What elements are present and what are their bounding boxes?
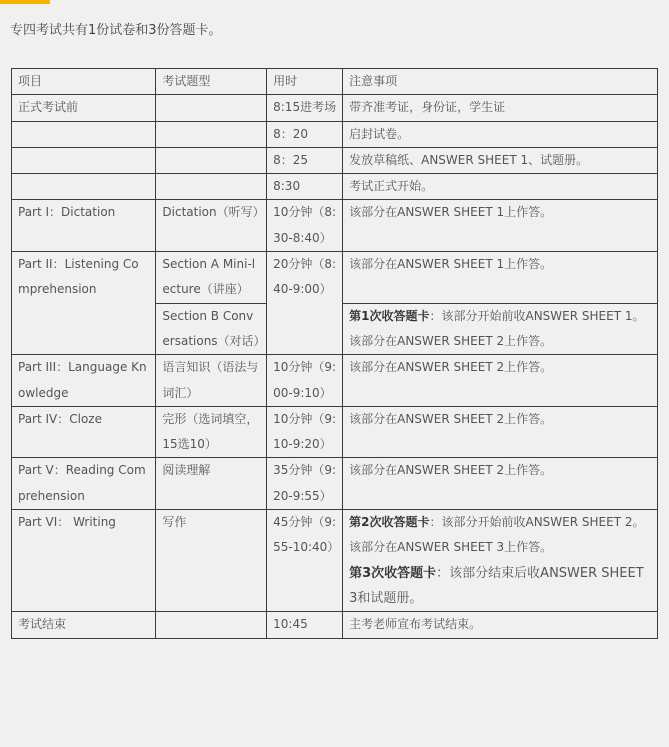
- cell-note: 发放草稿纸、ANSWER SHEET 1、试题册。: [343, 147, 658, 173]
- cell-type: [156, 147, 267, 173]
- cell-time: 35分钟（9:20-9:55）: [267, 458, 343, 510]
- note-line: 该部分在ANSWER SHEET 2上作答。: [349, 333, 553, 348]
- cell-time: 8：25: [267, 147, 343, 173]
- cell-item: [12, 147, 156, 173]
- cell-type: [156, 174, 267, 200]
- cell-note: 该部分在ANSWER SHEET 1上作答。: [343, 200, 658, 252]
- note-line: 该部分在ANSWER SHEET 3上作答。: [349, 540, 553, 555]
- table-row: [12, 121, 658, 147]
- accent-bar: [0, 0, 50, 4]
- note-strong: 第2次收答题卡: [349, 515, 430, 530]
- cell-item: Part II：Listening Comprehension: [12, 252, 156, 355]
- note-strong: 第1次收答题卡: [349, 308, 430, 323]
- cell-time: 10分钟（9:00-9:10）: [267, 355, 343, 407]
- cell-note: 带齐准考证，身份证，学生证: [343, 95, 658, 121]
- header-notes: 注意事项: [343, 69, 658, 95]
- cell-type: Section B Conversations（对话）: [156, 303, 267, 355]
- note-rest: ：该部分结束后收ANSWER SHEET 3和试题册。: [349, 565, 644, 606]
- table-row: [12, 174, 658, 200]
- cell-note: [343, 303, 658, 355]
- note-strong: 第3次收答题卡: [349, 565, 437, 581]
- table-row: [12, 252, 658, 304]
- table-row: [12, 147, 658, 173]
- cell-time: 20分钟（8:40-9:00）: [267, 252, 343, 355]
- note-line: [349, 510, 651, 535]
- note-line: [349, 561, 651, 612]
- cell-type: [156, 121, 267, 147]
- table-row: [12, 200, 658, 252]
- cell-note: [343, 510, 658, 612]
- cell-time: 10分钟（9:10-9:20）: [267, 406, 343, 458]
- cell-type: Dictation（听写）: [156, 200, 267, 252]
- cell-type: Section A Mini-lecture（讲座）: [156, 252, 267, 304]
- cell-note: 该部分在ANSWER SHEET 2上作答。: [343, 355, 658, 407]
- header-time: 用时: [267, 69, 343, 95]
- cell-item: [12, 174, 156, 200]
- cell-item: Part V：Reading Comprehension: [12, 458, 156, 510]
- cell-note: 启封试卷。: [343, 121, 658, 147]
- table-row: [12, 355, 658, 407]
- cell-item: Part VI： Writing: [12, 510, 156, 612]
- cell-time: 8:15进考场: [267, 95, 343, 121]
- table-header-row: [12, 69, 658, 95]
- cell-item: 正式考试前: [12, 95, 156, 121]
- cell-type: 完形（选词填空，15选10）: [156, 406, 267, 458]
- header-type: 考试题型: [156, 69, 267, 95]
- cell-type: 写作: [156, 510, 267, 612]
- cell-item: [12, 121, 156, 147]
- cell-type: [156, 612, 267, 638]
- cell-time: 8:30: [267, 174, 343, 200]
- table-row: [12, 510, 658, 612]
- cell-item: Part IV：Cloze: [12, 406, 156, 458]
- exam-schedule-table: [11, 68, 658, 639]
- cell-note: 该部分在ANSWER SHEET 1上作答。: [343, 252, 658, 304]
- cell-time: 10分钟（8:30-8:40）: [267, 200, 343, 252]
- cell-note: 该部分在ANSWER SHEET 2上作答。: [343, 406, 658, 458]
- table-row: [12, 95, 658, 121]
- cell-note: 该部分在ANSWER SHEET 2上作答。: [343, 458, 658, 510]
- header-item: 项目: [12, 69, 156, 95]
- cell-type: 阅读理解: [156, 458, 267, 510]
- cell-type: [156, 95, 267, 121]
- note-rest: ：该部分开始前收ANSWER SHEET 1。: [429, 308, 645, 323]
- cell-item: Part I：Dictation: [12, 200, 156, 252]
- cell-item: Part III：Language Knowledge: [12, 355, 156, 407]
- note-rest: ：该部分开始前收ANSWER SHEET 2。: [429, 515, 645, 530]
- table-row: [12, 612, 658, 638]
- cell-note: 考试正式开始。: [343, 174, 658, 200]
- cell-time: 45分钟（9:55-10:40）: [267, 510, 343, 612]
- cell-type: 语言知识（语法与词汇）: [156, 355, 267, 407]
- cell-item: 考试结束: [12, 612, 156, 638]
- table-row: [12, 458, 658, 510]
- note-line: [349, 304, 651, 329]
- cell-time: 10:45: [267, 612, 343, 638]
- cell-note: 主考老师宣布考试结束。: [343, 612, 658, 638]
- cell-time: 8：20: [267, 121, 343, 147]
- table-row: [12, 406, 658, 458]
- intro-text: 专四考试共有1份试卷和3份答题卡。: [10, 23, 222, 38]
